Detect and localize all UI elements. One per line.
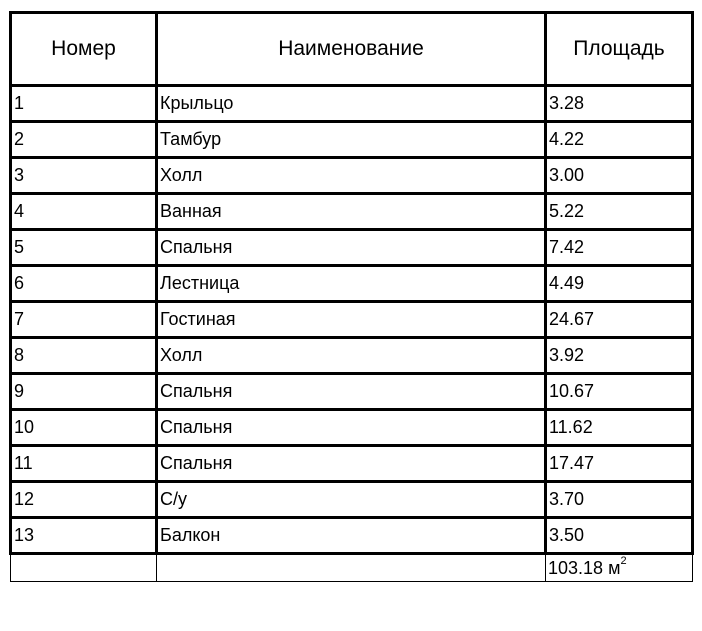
row-number: 2: [11, 122, 157, 158]
table-row: [11, 374, 693, 410]
rooms-area-table: [9, 11, 694, 582]
row-number: 12: [11, 482, 157, 518]
row-number: 7: [11, 302, 157, 338]
row-name: Ванная: [157, 194, 546, 230]
rooms-table-body: [11, 86, 693, 582]
table-row: [11, 302, 693, 338]
row-number: 1: [11, 86, 157, 122]
row-area: 3.28: [546, 86, 693, 122]
total-row: [11, 554, 693, 582]
row-area: 4.22: [546, 122, 693, 158]
row-number: 11: [11, 446, 157, 482]
row-area: 17.47: [546, 446, 693, 482]
table-row: [11, 446, 693, 482]
row-area: 11.62: [546, 410, 693, 446]
row-name: Холл: [157, 158, 546, 194]
header-number: Номер: [11, 13, 157, 86]
table-row: [11, 482, 693, 518]
row-area: 4.49: [546, 266, 693, 302]
row-area: 3.70: [546, 482, 693, 518]
row-number: 9: [11, 374, 157, 410]
rooms-table-container: [9, 11, 691, 582]
table-row: [11, 86, 693, 122]
header-row: [11, 13, 693, 86]
table-row: [11, 518, 693, 554]
row-name: Гостиная: [157, 302, 546, 338]
table-row: [11, 410, 693, 446]
total-empty-number: [11, 554, 157, 582]
row-name: Лестница: [157, 266, 546, 302]
table-row: [11, 338, 693, 374]
row-area: 24.67: [546, 302, 693, 338]
row-area: 3.00: [546, 158, 693, 194]
row-number: 3: [11, 158, 157, 194]
row-area: 7.42: [546, 230, 693, 266]
row-area: 5.22: [546, 194, 693, 230]
row-name: Балкон: [157, 518, 546, 554]
total-area: [546, 554, 693, 582]
header-name: Наименование: [157, 13, 546, 86]
total-value: 103.18: [548, 557, 604, 578]
header-area: Площадь: [546, 13, 693, 86]
total-unit: м: [608, 557, 621, 578]
table-row: [11, 266, 693, 302]
row-area: 3.50: [546, 518, 693, 554]
table-row: [11, 230, 693, 266]
row-number: 6: [11, 266, 157, 302]
table-row: [11, 158, 693, 194]
row-area: 10.67: [546, 374, 693, 410]
row-number: 8: [11, 338, 157, 374]
row-name: Тамбур: [157, 122, 546, 158]
row-name: Спальня: [157, 374, 546, 410]
row-number: 10: [11, 410, 157, 446]
total-unit-power: 2: [620, 554, 627, 567]
row-number: 13: [11, 518, 157, 554]
table-row: [11, 122, 693, 158]
row-name: С/у: [157, 482, 546, 518]
row-name: Крыльцо: [157, 86, 546, 122]
row-name: Холл: [157, 338, 546, 374]
row-area: 3.92: [546, 338, 693, 374]
table-row: [11, 194, 693, 230]
row-number: 5: [11, 230, 157, 266]
total-empty-name: [157, 554, 546, 582]
row-name: Спальня: [157, 230, 546, 266]
row-number: 4: [11, 194, 157, 230]
row-name: Спальня: [157, 446, 546, 482]
row-name: Спальня: [157, 410, 546, 446]
